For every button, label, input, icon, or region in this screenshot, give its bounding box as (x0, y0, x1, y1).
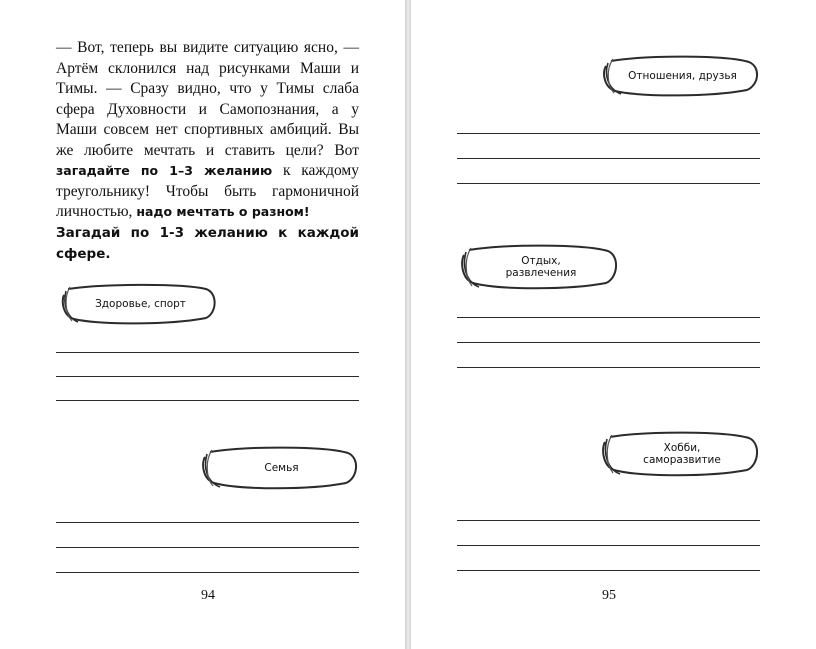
writing-line (56, 376, 359, 377)
paragraph-bold-1: загадайте по 1–3 желанию (56, 163, 273, 178)
writing-line (457, 545, 760, 546)
writing-line (457, 317, 760, 318)
relations-label-text: Отношения, друзья (628, 70, 737, 82)
health-label-text: Здоровье, спорт (95, 298, 186, 310)
family-bubble (200, 446, 357, 490)
family-label-text: Семья (264, 462, 299, 474)
leisure-label-line-1: Отдых, (521, 255, 561, 267)
writing-line (457, 183, 760, 184)
health-bubble (60, 283, 215, 325)
health-bubble-label (60, 283, 215, 325)
writing-line (457, 133, 760, 134)
writing-line (457, 520, 760, 521)
writing-line (457, 158, 760, 159)
leisure-label-text (506, 255, 577, 279)
hobby-bubble (600, 431, 758, 477)
leisure-label-line-2: развлечения (505, 267, 577, 279)
writing-line (56, 352, 359, 353)
page-number: 94 (201, 588, 215, 603)
leisure-bubble (459, 244, 617, 290)
writing-line (56, 522, 359, 523)
paragraph-text-1: — Вот, теперь вы видите ситуацию ясно, — Артём склонился над рисунками Маши и Тимы. — Сразу видно, что у Тимы слаба сфера Духовности и Самопознания, а у Маши совсем нет спортивных амбиций. Вы же любите мечтать и ставить цели? Вот (56, 39, 359, 159)
relations-bubble-label (601, 55, 758, 97)
body-paragraph (56, 38, 359, 223)
writing-line (56, 547, 359, 548)
writing-line (56, 400, 359, 401)
writing-line (457, 570, 760, 571)
writing-line (457, 342, 760, 343)
hobby-label-line-2: саморазвитие (643, 454, 721, 466)
page-number: 95 (602, 588, 616, 603)
paragraph-text-2: к каждому треугольнику! Чтобы быть гармоничной личностью, (56, 162, 359, 220)
hobby-label-text (643, 442, 721, 466)
leisure-bubble-label (459, 244, 617, 290)
writing-line (56, 572, 359, 573)
family-bubble-label (200, 446, 357, 490)
right-page (411, 0, 816, 649)
paragraph-bold-2: надо мечтать о разном! (136, 204, 310, 219)
writing-line (457, 367, 760, 368)
exercise-heading: Загадай по 1-3 желанию к каждой сфере. (56, 225, 359, 262)
hobby-bubble-label (600, 431, 758, 477)
hobby-label-line-1: Хобби, (663, 442, 701, 454)
relations-bubble (601, 55, 758, 97)
left-page (0, 0, 405, 649)
